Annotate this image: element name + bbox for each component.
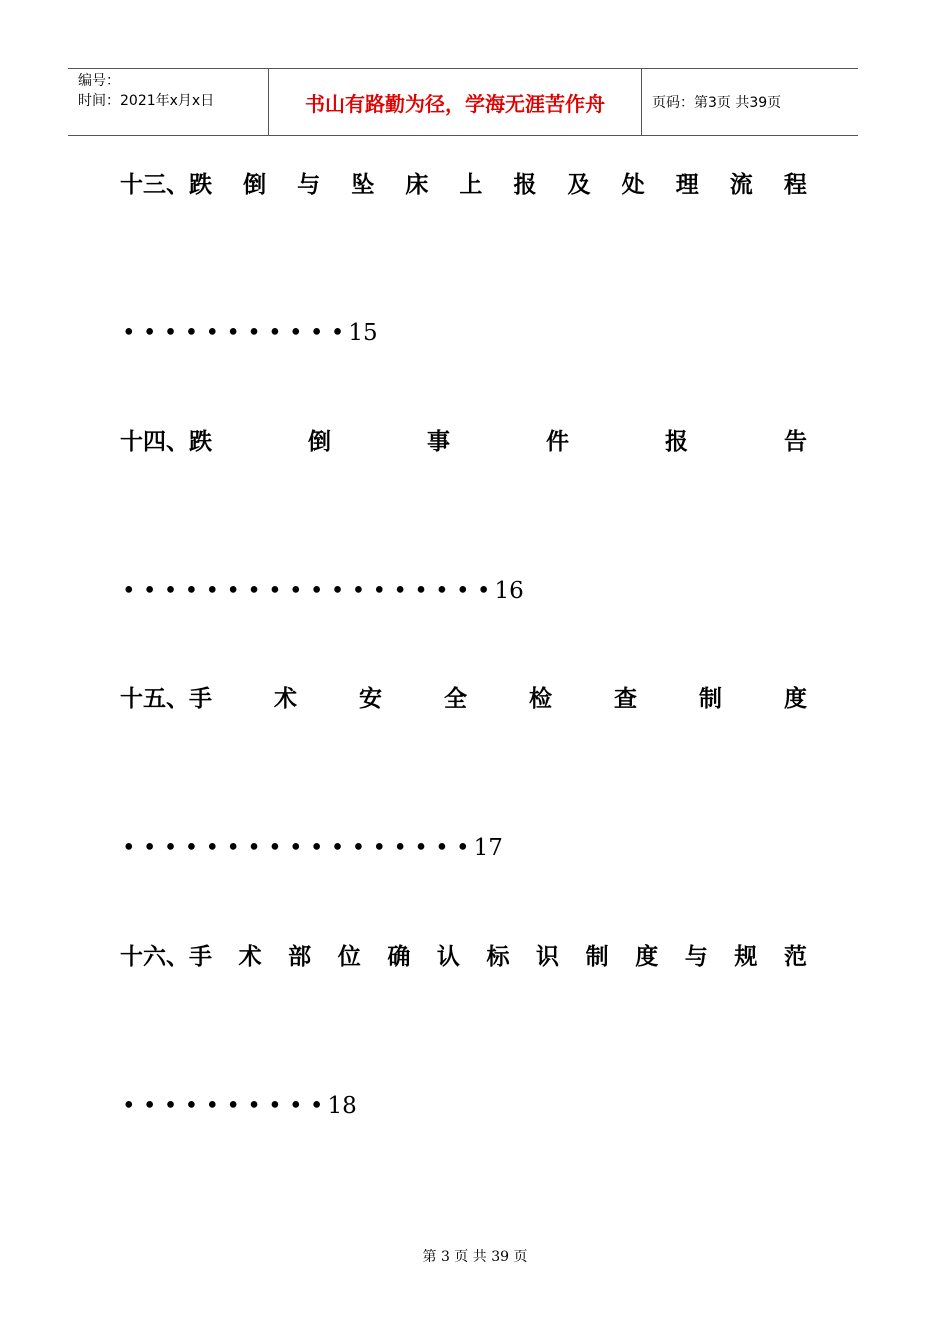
toc-title-segment: 全 xyxy=(444,685,467,712)
toc-title-segment: 度 xyxy=(635,943,659,970)
toc-title-segment: 范 xyxy=(783,943,807,970)
toc-title-segment: 规 xyxy=(734,943,758,970)
toc-entry-title xyxy=(120,684,807,714)
toc-page-number: 18 xyxy=(327,1093,357,1119)
toc-title-segment: 制 xyxy=(585,943,609,970)
toc-title-segment: 床 xyxy=(405,171,429,198)
toc-title-segment: 检 xyxy=(529,685,552,712)
toc-entry-title xyxy=(120,170,807,200)
toc-title-segment: 事 xyxy=(427,428,450,455)
toc-title-segment: 度 xyxy=(784,685,807,712)
toc-title-segment: 处 xyxy=(621,171,645,198)
toc-title-segment: 流 xyxy=(729,171,753,198)
toc-title-segment: 与 xyxy=(684,943,708,970)
toc-page-number: 16 xyxy=(494,578,524,604)
toc-title-segment: 与 xyxy=(297,171,321,198)
toc-dot-leader: • • • • • • • • • • xyxy=(122,1093,324,1119)
header-meta xyxy=(68,69,269,135)
toc-title-segment: 术 xyxy=(238,943,262,970)
header-motto: 书山有路勤为径，学海无涯苦作舟 xyxy=(269,69,642,135)
page-header xyxy=(68,68,858,136)
toc-title-segment: 坠 xyxy=(351,171,375,198)
toc-title-segment: 十五、手 xyxy=(120,685,212,712)
toc-title-segment: 位 xyxy=(337,943,361,970)
toc-entry-leader xyxy=(122,833,503,863)
toc-title-segment: 标 xyxy=(486,943,510,970)
toc-title-segment: 认 xyxy=(436,943,460,970)
document-time-label: 时间：2021年x月x日 xyxy=(78,93,215,109)
toc-title-segment: 确 xyxy=(387,943,411,970)
document-number-label: 编号： xyxy=(78,73,120,89)
toc-title-segment: 部 xyxy=(288,943,312,970)
toc-title-segment: 及 xyxy=(567,171,591,198)
header-page-info: 页码：第3页 共39页 xyxy=(652,95,782,111)
toc-title-segment: 查 xyxy=(614,685,637,712)
toc-title-segment: 安 xyxy=(359,685,382,712)
toc-title-segment: 报 xyxy=(513,171,537,198)
toc-title-segment: 十三、跌 xyxy=(120,171,212,198)
toc-dot-leader: • • • • • • • • • • • • • • • • • • xyxy=(122,578,491,604)
toc-title-segment: 程 xyxy=(783,171,807,198)
toc-title-segment: 件 xyxy=(546,428,569,455)
toc-page-number: 15 xyxy=(348,320,378,346)
toc-dot-leader: • • • • • • • • • • • • • • • • • xyxy=(122,835,470,861)
toc-title-segment: 上 xyxy=(459,171,483,198)
toc-page-number: 17 xyxy=(473,835,503,861)
toc-entry-title xyxy=(120,942,807,972)
toc-title-segment: 术 xyxy=(274,685,297,712)
toc-title-segment: 识 xyxy=(536,943,560,970)
toc-entry-leader xyxy=(122,1091,357,1121)
toc-title-segment: 十六、手 xyxy=(120,943,212,970)
toc-title-segment: 倒 xyxy=(308,428,331,455)
toc-title-segment: 倒 xyxy=(243,171,267,198)
toc-entry-title xyxy=(120,427,807,457)
toc-entry-leader xyxy=(122,576,524,606)
toc-title-segment: 报 xyxy=(665,428,688,455)
toc-entry-leader xyxy=(122,318,378,348)
toc-title-segment: 制 xyxy=(699,685,722,712)
page-footer: 第 3 页 共 39 页 xyxy=(422,1249,528,1265)
toc-title-segment: 十四、跌 xyxy=(120,428,212,455)
toc-dot-leader: • • • • • • • • • • • xyxy=(122,320,345,346)
toc-title-segment: 理 xyxy=(675,171,699,198)
toc-title-segment: 告 xyxy=(784,428,807,455)
